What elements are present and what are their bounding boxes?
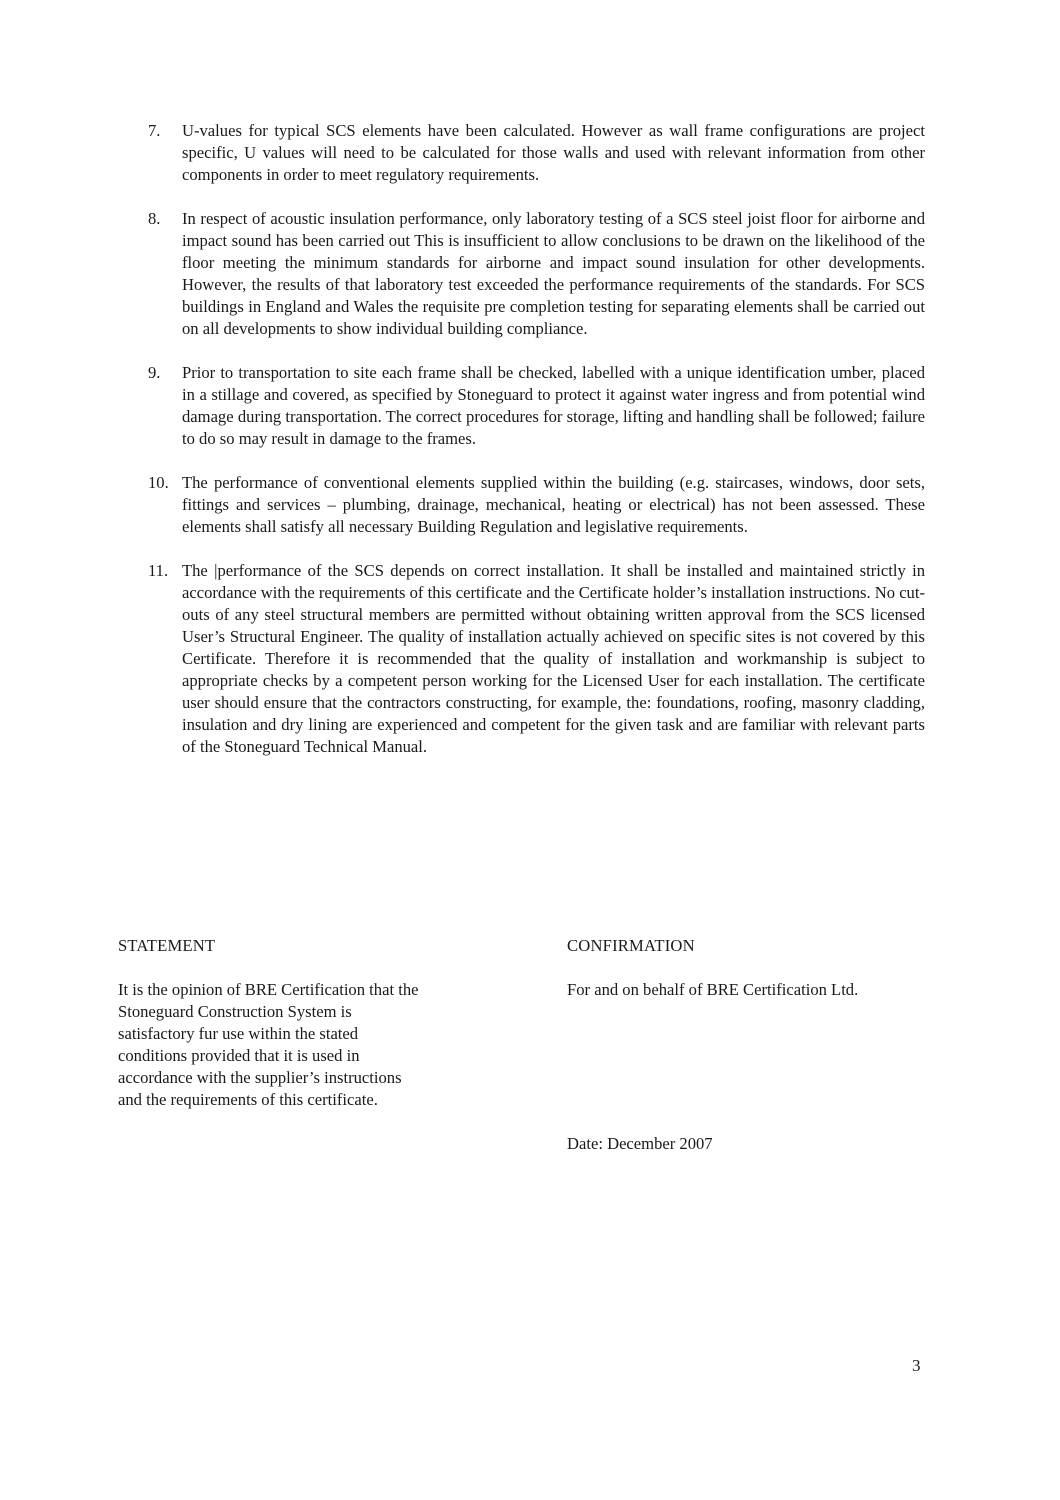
list-item xyxy=(140,560,925,758)
list-item-number: 7. xyxy=(148,121,161,140)
list-item xyxy=(140,120,925,186)
list-item xyxy=(140,208,925,340)
list-item-number: 10. xyxy=(148,473,169,492)
list-item-text: U-values for typical SCS elements have been calculated. However as wall frame configurations are project specific, U values will need to be calculated for those walls and used with relevant information from other components in order to meet regulatory requirements. xyxy=(182,121,925,184)
list-item-number: 9. xyxy=(148,363,161,382)
statement-heading: STATEMENT xyxy=(118,936,216,955)
list-item-text: The performance of conventional elements supplied within the building (e.g. staircases, windows, door sets, fittings and services – plumbing, drainage, mechanical, heating or electrical) has not been assessed. These elements shall satisfy all necessary Building Regulation and legislative requirements. xyxy=(182,473,925,536)
list-item xyxy=(140,362,925,450)
conditions-list xyxy=(140,120,925,780)
confirmation-date: Date: December 2007 xyxy=(567,1134,713,1153)
confirmation-section xyxy=(567,935,927,1153)
list-item-text: In respect of acoustic insulation performance, only laboratory testing of a SCS steel joist floor for airborne and impact sound has been carried out This is insufficient to allow conclusions to be drawn on the likelihood of the floor meeting the minimum standards for airborne and impact sound insulation for other developments. However, the results of that laboratory test exceeded the performance requirements of the standards. For SCS buildings in England and Wales the requisite pre completion testing for separating elements shall be carried out on all developments to show individual building compliance. xyxy=(182,209,925,338)
list-item xyxy=(140,472,925,538)
confirmation-text: For and on behalf of BRE Certification Ltd. xyxy=(567,980,859,999)
confirmation-heading: CONFIRMATION xyxy=(567,936,695,955)
list-item-number: 8. xyxy=(148,209,161,228)
statement-section xyxy=(118,935,423,1111)
page-number: 3 xyxy=(912,1356,921,1375)
list-item-text: The |performance of the SCS depends on correct installation. It shall be installed and maintained strictly in accordance with the requirements of this certificate and the Certificate holder’s installation instructions. No cut-outs of any steel structural members are permitted without obtaining written approval from the SCS licensed User’s Structural Engineer. The quality of installation actually achieved on specific sites is not covered by this Certificate. Therefore it is recommended that the quality of installation and workmanship is subject to appropriate checks by a competent person working for the Licensed User for each installation. The certificate user should ensure that the contractors constructing, for example, the: foundations, roofing, masonry cladding, insulation and dry lining are experienced and competent for the given task and are familiar with relevant parts of the Stoneguard Technical Manual. xyxy=(182,561,925,756)
list-item-number: 11. xyxy=(148,561,169,580)
list-item-text: Prior to transportation to site each frame shall be checked, labelled with a unique identification umber, placed in a stillage and covered, as specified by Stoneguard to protect it against water ingress and from potential wind damage during transportation. The correct procedures for storage, lifting and handling shall be followed; failure to do so may result in damage to the frames. xyxy=(182,363,925,448)
statement-text: It is the opinion of BRE Certification that the Stoneguard Construction System is satisfactory fur use within the stated conditions provided that it is used in accordance with the supplier’s instructions and the requirements of this certificate. xyxy=(118,980,419,1109)
